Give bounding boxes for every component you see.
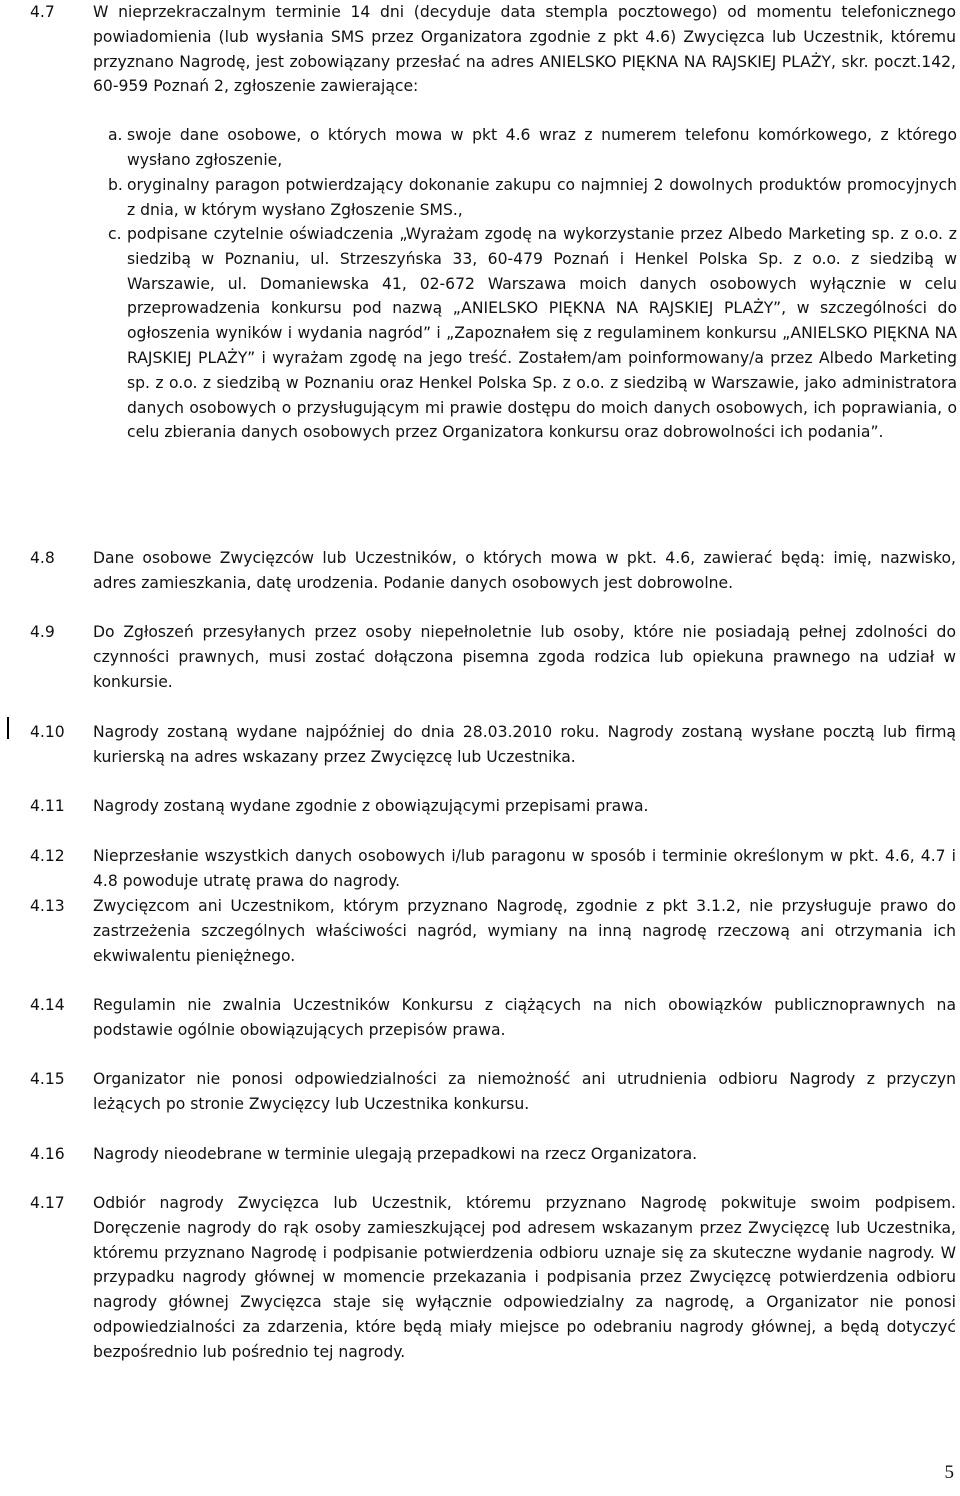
section-text: Nieprzesłanie wszystkich danych osobowych i/lub paragonu w sposób i terminie określonym w pkt. 4.6, 4.7 i 4.8 powoduje utratę prawa do nagrody.	[93, 847, 956, 890]
section-text: W nieprzekraczalnym terminie 14 dni (decyduje data stempla pocztowego) od momentu telefonicznego powiadomienia (lub wysłania SMS przez Organizatora zgodnie z pkt 4.6) Zwycięzca lub Uczestnik, któremu przyznano Nagrodę, jest zobowiązany przesłać na adres ANIELSKO PIĘKNA NA RAJSKIEJ PLAŻY, skr. poczt.142, 60-959 Poznań 2, zgłoszenie zawierające:	[93, 3, 956, 96]
subitem-b	[108, 173, 957, 223]
section-number: 4.13	[30, 897, 65, 915]
section-4-13	[30, 894, 956, 968]
section-number: 4.9	[30, 623, 55, 641]
section-text: Zwycięzcom ani Uczestnikom, którym przyznano Nagrodę, zgodnie z pkt 3.1.2, nie przysługuje prawo do zastrzeżenia szczególnych właściwości nagród, wymiany na inną nagrodę rzeczową ani otrzymania ich ekwiwalentu pieniężnego.	[93, 897, 956, 965]
section-text: Nagrody zostaną wydane zgodnie z obowiązującymi przepisami prawa.	[93, 797, 649, 815]
section-number: 4.16	[30, 1145, 65, 1163]
section-number: 4.8	[30, 549, 55, 567]
section-text: Regulamin nie zwalnia Uczestników Konkursu z ciążących na nich obowiązków publicznoprawnych na podstawie ogólnie obowiązujących przepisów prawa.	[93, 996, 956, 1039]
section-number: 4.11	[30, 797, 65, 815]
section-text: Odbiór nagrody Zwycięzca lub Uczestnik, któremu przyznano Nagrodę pokwituje swoim podpisem. Doręczenie nagrody do rąk osoby zamieszkującej pod adresem wskazanym przez Zwycięzcę lub Uczestnika, któremu przyznano Nagrodę i podpisanie potwierdzenia odbioru uznaje się za skuteczne wydanie nagrody. W przypadku nagrody głównej w momencie przekazania i podpisania przez Zwycięzcę potwierdzenia odbioru nagrody głównej Zwycięzca staje się wyłącznie odpowiedzialny za nagrodę, a Organizator nie ponosi odpowiedzialności za zdarzenia, które będą miały miejsce po odebraniu nagrody głównej, a będą dotyczyć bezpośrednio lub pośrednio tej nagrody.	[93, 1194, 956, 1361]
subitem-letter: b.	[108, 176, 123, 194]
subitem-c	[108, 222, 957, 445]
section-4-12	[30, 844, 956, 894]
section-4-14	[30, 993, 956, 1043]
section-4-16	[30, 1142, 956, 1167]
section-4-15	[30, 1067, 956, 1117]
section-number: 4.15	[30, 1070, 65, 1088]
section-4-7	[30, 0, 956, 99]
section-text: Organizator nie ponosi odpowiedzialności za niemożność ani utrudnienia odbioru Nagrody z przyczyn leżących po stronie Zwycięzcy lub Uczestnika konkursu.	[93, 1070, 956, 1113]
revision-bar	[7, 717, 9, 739]
section-4-8	[30, 546, 956, 596]
page-number: 5	[944, 1462, 954, 1483]
subitem-text: swoje dane osobowe, o których mowa w pkt 4.6 wraz z numerem telefonu komórkowego, z którego wysłano zgłoszenie,	[127, 126, 957, 169]
section-4-17	[30, 1191, 956, 1365]
subitem-text: podpisane czytelnie oświadczenia „Wyrażam zgodę na wykorzystanie przez Albedo Marketing sp. z o.o. z siedzibą w Poznaniu, ul. Strzeszyńska 33, 60-479 Poznań i Henkel Polska Sp. z o.o. z siedzibą w Warszawie, ul. Domaniewska 41, 02-672 Warszawa moich danych osobowych wyłącznie w celu przeprowadzenia konkursu pod nazwą „ANIELSKO PIĘKNA NA RAJSKIEJ PLAŻY”, w szczególności do ogłoszenia wyników i wydania nagród” i „Zapoznałem się z regulaminem konkursu „ANIELSKO PIĘKNA NA RAJSKIEJ PLAŻY” i wyrażam zgodę na jego treść. Zostałem/am poinformowany/a przez Albedo Marketing sp. z o.o. z siedzibą w Poznaniu oraz Henkel Polska Sp. z o.o. z siedzibą w Warszawie, jako administratora danych osobowych o przysługującym mi prawie dostępu do moich danych osobowych, ich poprawiania, o celu zbierania danych osobowych przez Organizatora konkursu oraz dobrowolności ich podania”.	[127, 225, 957, 442]
section-number: 4.17	[30, 1194, 65, 1212]
section-text: Dane osobowe Zwycięzców lub Uczestników, o których mowa w pkt. 4.6, zawierać będą: imię, nazwisko, adres zamieszkania, datę urodzenia. Podanie danych osobowych jest dobrowolne.	[93, 549, 956, 592]
section-text: Do Zgłoszeń przesyłanych przez osoby niepełnoletnie lub osoby, które nie posiadają pełnej zdolności do czynności prawnych, musi zostać dołączona pisemna zgoda rodzica lub opiekuna prawnego na udział w konkursie.	[93, 623, 956, 691]
subitem-text: oryginalny paragon potwierdzający dokonanie zakupu co najmniej 2 dowolnych produktów promocyjnych z dnia, w którym wysłano Zgłoszenie SMS.,	[127, 176, 957, 219]
section-number: 4.7	[30, 3, 55, 21]
section-text: Nagrody nieodebrane w terminie ulegają przepadkowi na rzecz Organizatora.	[93, 1145, 698, 1163]
subitem-a	[108, 123, 957, 173]
section-4-9	[30, 620, 956, 694]
subitem-letter: c.	[108, 225, 122, 243]
section-4-10	[30, 720, 956, 770]
section-4-11	[30, 794, 956, 819]
subitem-letter: a.	[108, 126, 123, 144]
section-number: 4.14	[30, 996, 65, 1014]
section-text: Nagrody zostaną wydane najpóźniej do dnia 28.03.2010 roku. Nagrody zostaną wysłane pocztą lub firmą kurierską na adres wskazany przez Zwycięzcę lub Uczestnika.	[93, 723, 956, 766]
section-number: 4.12	[30, 847, 65, 865]
section-number: 4.10	[30, 723, 65, 741]
